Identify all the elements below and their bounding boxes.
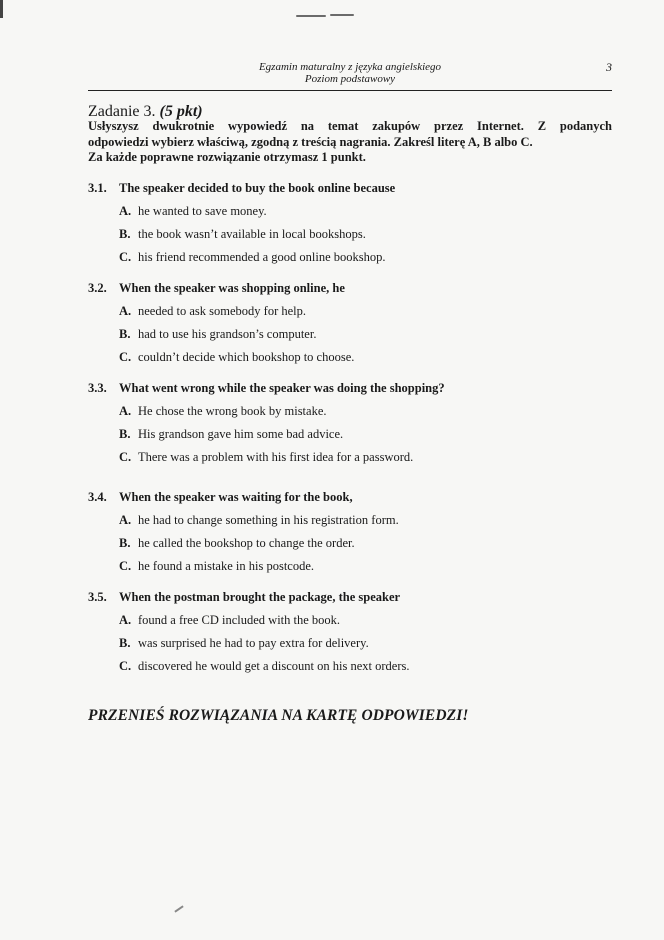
option-text: He chose the wrong book by mistake. bbox=[138, 404, 327, 418]
instruction-line: odpowiedzi wybierz właściwą, zgodną z treścią nagrania. Zakreśl literę A, B albo C. bbox=[88, 134, 533, 149]
question-text: What went wrong while the speaker was doing the shopping? bbox=[119, 381, 445, 395]
answer-option-a[interactable] bbox=[119, 403, 612, 419]
option-text: had to use his grandson’s computer. bbox=[138, 327, 317, 341]
option-text: couldn’t decide which bookshop to choose. bbox=[138, 350, 355, 364]
option-text: he wanted to save money. bbox=[138, 204, 267, 218]
answer-option-c[interactable] bbox=[119, 249, 612, 265]
option-letter: B. bbox=[119, 327, 131, 341]
page-header bbox=[88, 60, 612, 90]
page-number: 3 bbox=[606, 60, 612, 74]
header-title bbox=[88, 61, 612, 85]
option-letter: B. bbox=[119, 227, 131, 241]
scan-edge-mark bbox=[0, 0, 3, 18]
question-number: 3.3. bbox=[88, 381, 107, 395]
answer-option-a[interactable] bbox=[119, 303, 612, 319]
option-text: There was a problem with his first idea for a password. bbox=[138, 450, 414, 464]
option-text: he found a mistake in his postcode. bbox=[138, 559, 315, 573]
question-3-2 bbox=[88, 280, 612, 365]
scan-top-mark bbox=[296, 13, 366, 19]
option-letter: C. bbox=[119, 559, 132, 573]
instruction-line: Usłyszysz dwukrotnie wypowiedź na temat zakupów przez Internet. Z podanych bbox=[88, 119, 612, 133]
question-text: The speaker decided to buy the book online because bbox=[119, 181, 396, 195]
question-number: 3.4. bbox=[88, 490, 107, 504]
answer-option-c[interactable] bbox=[119, 658, 612, 674]
option-letter: A. bbox=[119, 204, 132, 218]
option-letter: A. bbox=[119, 404, 132, 418]
answer-option-b[interactable] bbox=[119, 326, 612, 342]
task-instructions bbox=[88, 119, 612, 166]
option-text: needed to ask somebody for help. bbox=[138, 304, 307, 318]
header-exam-name: Egzamin maturalny z języka angielskiego bbox=[258, 61, 442, 73]
header-divider bbox=[88, 90, 612, 91]
option-text: his friend recommended a good online bookshop. bbox=[138, 250, 386, 264]
question-3-3 bbox=[88, 380, 612, 465]
option-letter: A. bbox=[119, 304, 132, 318]
option-text: he called the bookshop to change the order. bbox=[138, 536, 355, 550]
question-number: 3.5. bbox=[88, 590, 107, 604]
option-letter: C. bbox=[119, 250, 132, 264]
option-text: discovered he would get a discount on his next orders. bbox=[138, 659, 410, 673]
question-text: When the speaker was waiting for the book, bbox=[119, 490, 353, 504]
answer-option-b[interactable] bbox=[119, 635, 612, 651]
answer-option-c[interactable] bbox=[119, 349, 612, 365]
scan-bottom-mark bbox=[174, 905, 183, 912]
question-3-1 bbox=[88, 180, 612, 265]
option-text: found a free CD included with the book. bbox=[138, 613, 341, 627]
answer-option-a[interactable] bbox=[119, 612, 612, 628]
question-number: 3.2. bbox=[88, 281, 107, 295]
task-points: (5 pkt) bbox=[159, 103, 203, 120]
question-number: 3.1. bbox=[88, 181, 107, 195]
answer-option-b[interactable] bbox=[119, 426, 612, 442]
answer-option-b[interactable] bbox=[119, 226, 612, 242]
question-text: When the speaker was shopping online, he bbox=[119, 281, 345, 295]
answer-option-c[interactable] bbox=[119, 449, 612, 465]
option-letter: C. bbox=[119, 659, 132, 673]
instruction-line: Za każde poprawne rozwiązanie otrzymasz 1 punkt. bbox=[88, 150, 366, 164]
question-3-5 bbox=[88, 589, 612, 674]
option-letter: B. bbox=[119, 636, 131, 650]
option-text: he had to change something in his registration form. bbox=[138, 513, 399, 527]
answer-option-c[interactable] bbox=[119, 558, 612, 574]
option-text: the book wasn’t available in local bookshops. bbox=[138, 227, 366, 241]
answer-option-a[interactable] bbox=[119, 203, 612, 219]
option-text: His grandson gave him some bad advice. bbox=[138, 427, 344, 441]
header-level: Poziom podstawowy bbox=[304, 73, 396, 85]
option-letter: A. bbox=[119, 513, 132, 527]
transfer-answers-note: PRZENIEŚ ROZWIĄZANIA NA KARTĘ ODPOWIEDZI! bbox=[88, 707, 469, 724]
question-text: When the postman brought the package, the speaker bbox=[119, 590, 401, 604]
task-name: Zadanie 3. bbox=[88, 103, 156, 120]
answer-option-a[interactable] bbox=[119, 512, 612, 528]
option-letter: B. bbox=[119, 427, 131, 441]
option-letter: B. bbox=[119, 536, 131, 550]
option-letter: C. bbox=[119, 350, 132, 364]
option-text: was surprised he had to pay extra for delivery. bbox=[138, 636, 369, 650]
question-3-4 bbox=[88, 489, 612, 574]
option-letter: A. bbox=[119, 613, 132, 627]
answer-option-b[interactable] bbox=[119, 535, 612, 551]
option-letter: C. bbox=[119, 450, 132, 464]
